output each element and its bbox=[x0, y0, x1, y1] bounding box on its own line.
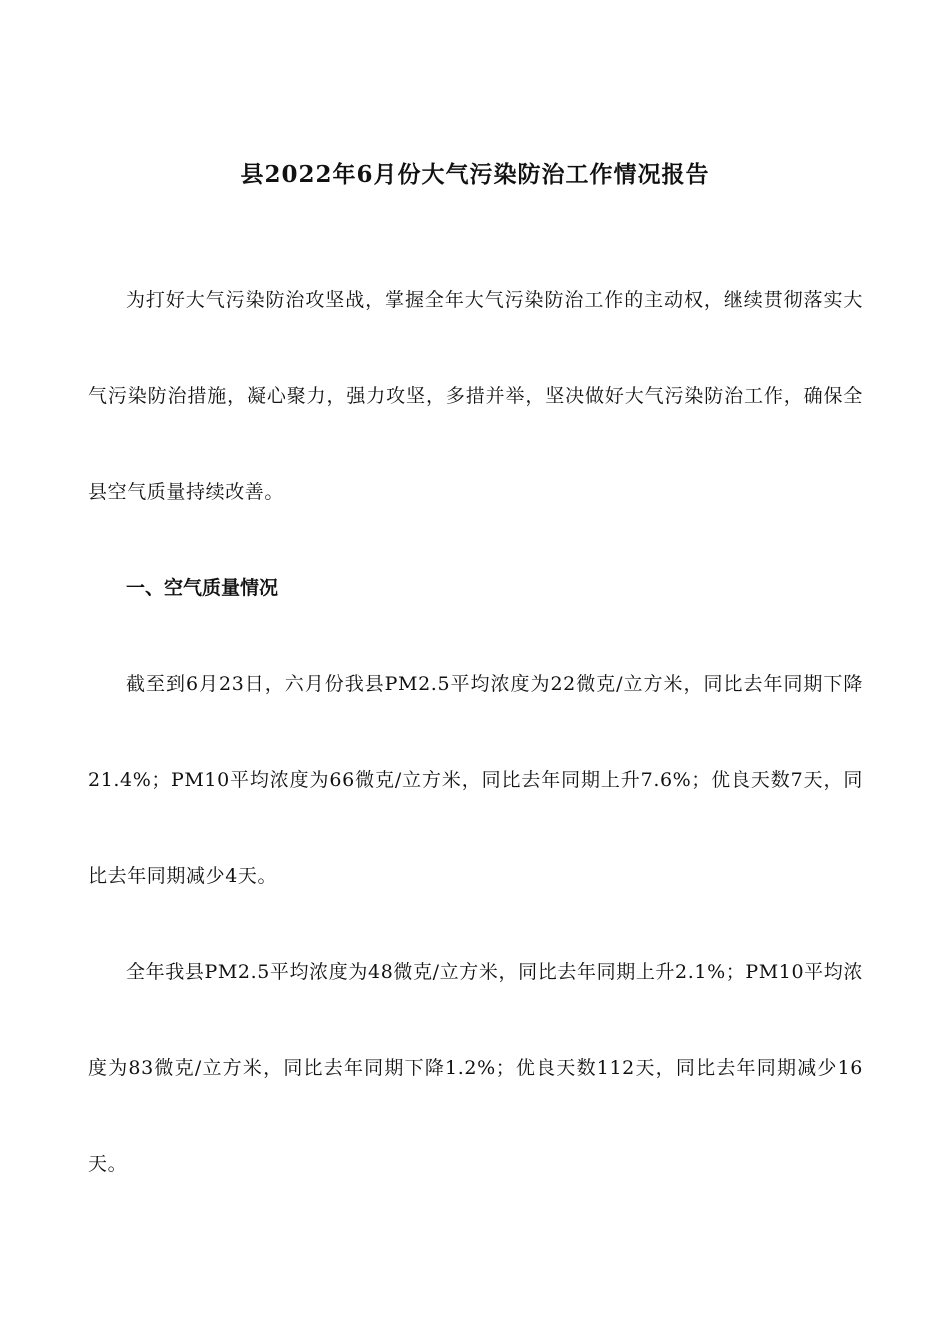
air-quality-annual-paragraph: 全年我县PM2.5平均浓度为48微克/立方米，同比去年同期上升2.1%；PM10平均浓度为83微克/立方米，同比去年同期下降1.2%；优良天数112天，同比去年同期减少16天。 bbox=[88, 961, 863, 1175]
section-heading-air-quality: 一、空气质量情况 bbox=[126, 577, 279, 599]
air-quality-june-paragraph: 截至到6月23日，六月份我县PM2.5平均浓度为22微克/立方米，同比去年同期下降21.4%；PM10平均浓度为66微克/立方米，同比去年同期上升7.6%；优良天数7天，同比去年同期减少4天。 bbox=[88, 673, 863, 887]
intro-paragraph: 为打好大气污染防治攻坚战，掌握全年大气污染防治工作的主动权，继续贯彻落实大气污染防治措施，凝心聚力，强力攻坚，多措并举，坚决做好大气污染防治工作，确保全县空气质量持续改善。 bbox=[88, 289, 863, 503]
document-body bbox=[88, 252, 863, 1212]
document-title: 县2022年6月份大气污染防治工作情况报告 bbox=[240, 161, 710, 188]
